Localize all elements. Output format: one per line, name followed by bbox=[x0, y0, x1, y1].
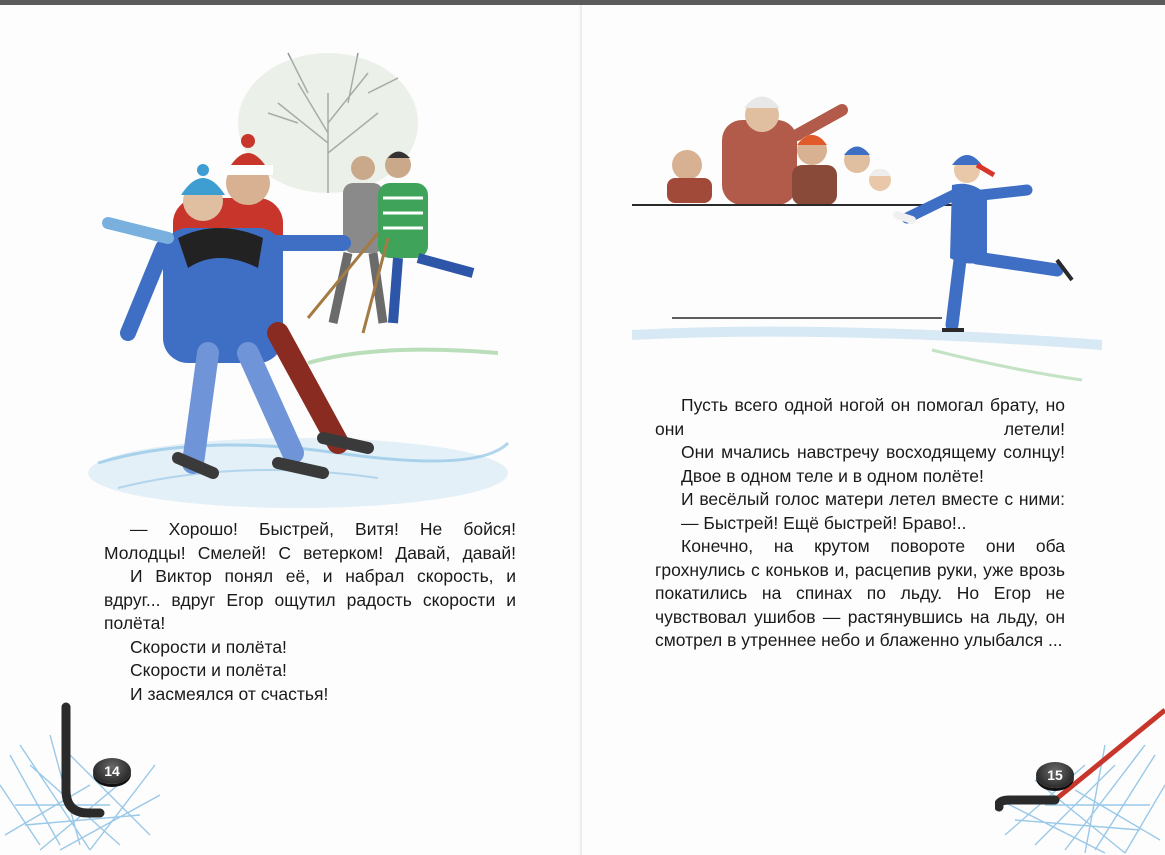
page-number: 14 bbox=[93, 758, 131, 784]
page-number: 15 bbox=[1036, 762, 1074, 788]
skaters-illustration bbox=[78, 33, 518, 513]
paragraph: И весёлый голос матери летел вместе с ними: bbox=[681, 489, 1065, 509]
paragraph: И засмеялся от счастья! bbox=[130, 683, 329, 704]
spectators-skater-illustration bbox=[632, 90, 1102, 390]
paragraph: Двое в одном теле и в одном полёте! bbox=[681, 465, 984, 486]
paragraph: — Хорошо! Быстрей, Витя! Не бойся! Молодцы! Смелей! С ветерком! Давай, давай! bbox=[104, 519, 516, 563]
paragraph: Пусть всего одной ногой он помогал брату, но они летели! bbox=[655, 395, 1065, 439]
paragraph: И Виктор понял её, и набрал скорость, и вдруг... вдруг Егор ощутил радость скорости и полёта! bbox=[104, 566, 516, 633]
left-page-text bbox=[104, 518, 516, 706]
hockey-stick-icon bbox=[995, 705, 1165, 855]
paragraph: Скорости и полёта! bbox=[130, 660, 287, 680]
paragraph: Скорости и полёта! bbox=[130, 636, 287, 657]
right-page-text bbox=[655, 394, 1065, 653]
hockey-stick-icon bbox=[0, 695, 170, 855]
right-page bbox=[582, 5, 1165, 855]
left-page bbox=[0, 5, 582, 855]
paragraph: Они мчались навстречу восходящему солнцу! bbox=[681, 442, 1065, 462]
paragraph: — Быстрей! Ещё быстрей! Браво!.. bbox=[681, 512, 967, 533]
paragraph: Конечно, на крутом повороте они оба грохнулись с коньков и, расцепив руки, уже врозь покатились на спинах по льду. Но Егор не чувствовал ушибов — растянувшись на льду, он смотрел в утреннее небо и блаженно улыбался ... bbox=[655, 536, 1065, 650]
